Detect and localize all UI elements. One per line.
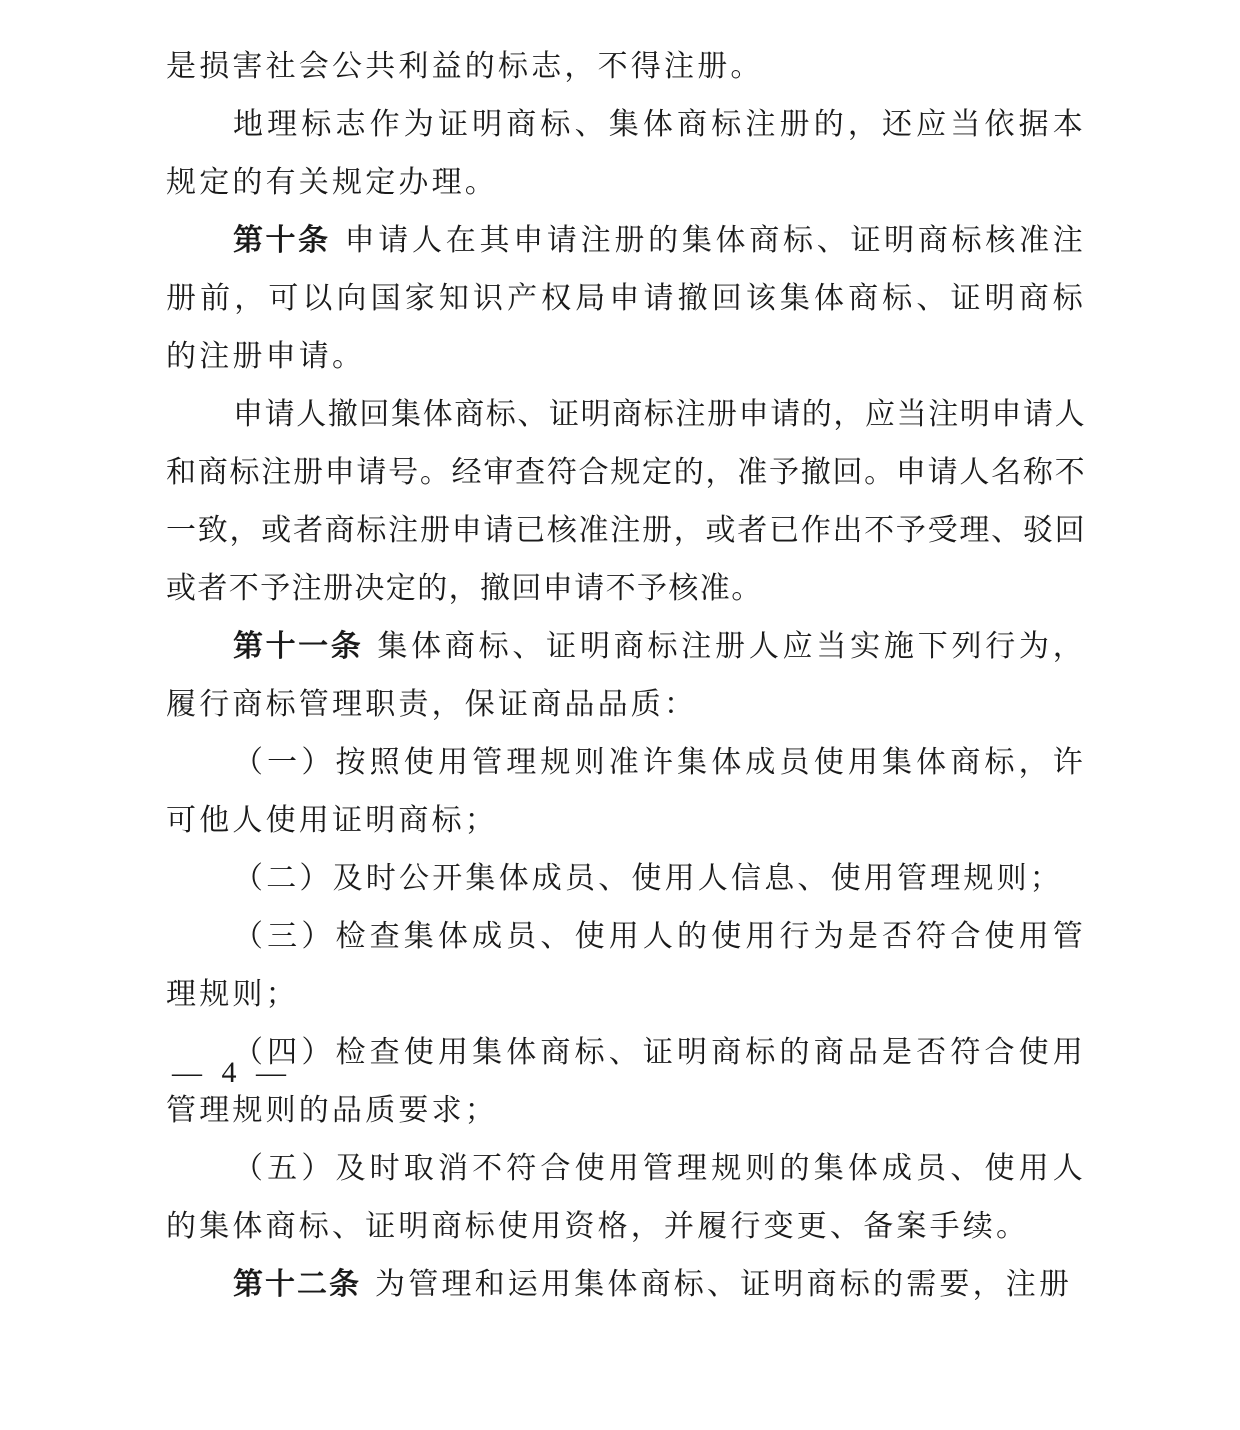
- article-11: [166, 618, 1086, 734]
- article-11-heading: 第十一条: [233, 629, 364, 664]
- article-10: [166, 212, 1086, 386]
- list-item-4: （四）检查使用集体商标、证明商标的商品是否符合使用管理规则的品质要求；: [166, 1035, 1086, 1128]
- list-item-2: （二）及时公开集体成员、使用人信息、使用管理规则；: [233, 861, 1063, 896]
- paragraph-geographical-indication: 地理标志作为证明商标、集体商标注册的，还应当依据本规定的有关规定办理。: [166, 107, 1086, 200]
- article-10-heading: 第十条: [233, 223, 331, 258]
- page-number: — 4 —: [172, 1056, 292, 1089]
- article-10-text: 申请人在其申请注册的集体商标、证明商标核准注册前，可以向国家知识产权局申请撤回该集体商标、证明商标的注册申请。: [166, 223, 1086, 374]
- article-11-text: 集体商标、证明商标注册人应当实施下列行为，履行商标管理职责，保证商品品质：: [166, 629, 1087, 722]
- list-item-5: （五）及时取消不符合使用管理规则的集体成员、使用人的集体商标、证明商标使用资格，并履行变更、备案手续。: [166, 1151, 1086, 1244]
- article-12-heading: 第十二条: [233, 1267, 361, 1302]
- paragraph-continuation: 是损害社会公共利益的标志，不得注册。: [166, 49, 764, 84]
- list-item-3: （三）检查集体成员、使用人的使用行为是否符合使用管理规则；: [166, 919, 1086, 1012]
- article-12-text: 为管理和运用集体商标、证明商标的需要，注册: [375, 1267, 1073, 1302]
- paragraph-withdrawal: 申请人撤回集体商标、证明商标注册申请的，应当注明申请人和商标注册申请号。经审查符合规定的，准予撤回。申请人名称不一致，或者商标注册申请已核准注册，或者已作出不予受理、驳回或者不予注册决定的，撤回申请不予核准。: [166, 397, 1086, 606]
- list-item-1: （一）按照使用管理规则准许集体成员使用集体商标，许可他人使用证明商标；: [166, 745, 1086, 838]
- document-body: [166, 38, 1086, 1314]
- article-12: [166, 1256, 1086, 1314]
